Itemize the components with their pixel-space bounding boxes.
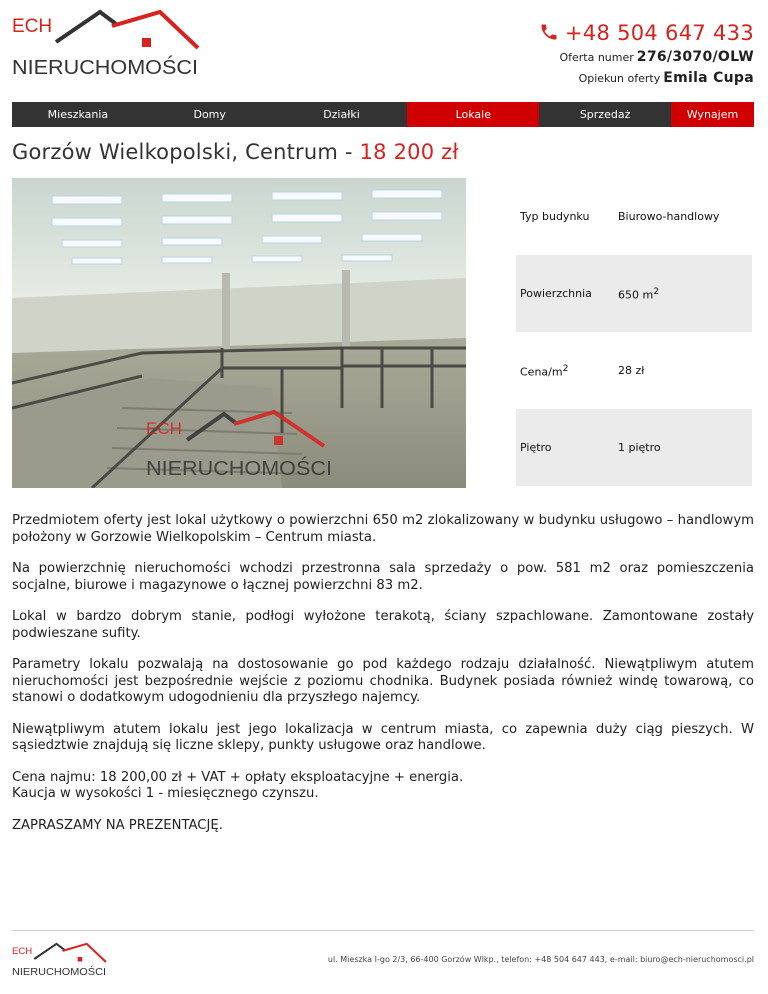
listing-location: Gorzów Wielkopolski, Centrum - — [12, 140, 353, 164]
watermark-prefix: ECH — [146, 419, 182, 438]
spec-value-sup: 2 — [653, 285, 660, 297]
description-rent-price: Cena najmu: 18 200,00 zł + VAT + opłaty eksploatacyjne + energia. — [12, 769, 464, 785]
spec-key — [516, 363, 618, 379]
listing-price: 18 200 zł — [359, 140, 459, 164]
nav-item-wynajem[interactable]: Wynajem — [671, 102, 754, 127]
offer-number: 276/3070/OLW — [636, 49, 754, 65]
main-nav — [12, 102, 754, 127]
spec-value — [618, 286, 752, 302]
spec-key-sup: 2 — [562, 362, 569, 374]
listing-photo[interactable] — [12, 178, 466, 488]
nav-item-dzialki[interactable]: Działki — [323, 108, 360, 121]
footer-contact-text: ul. Mieszka I-go 2/3, 66-400 Gorzów Wlkp., telefon: +48 504 647 443, e-mail: biuro@ech-nieruchomosci.pl — [327, 955, 754, 964]
nav-item-sprzedaz[interactable]: Sprzedaż — [579, 108, 631, 121]
description-invitation: ZAPRASZAMY NA PREZENTACJĘ. — [12, 817, 223, 833]
description-paragraph: Niewątpliwym atutem lokalu jest jego lokalizacja w centrum miasta, co zapewnia duży ciąg pieszych. W sąsiedztwie znajdują się liczne sklepy, punkty usługowe oraz handlowe. — [12, 721, 754, 753]
footer-logo-name: NIERUCHOMOŚCI — [12, 967, 99, 979]
listing-title — [12, 140, 459, 164]
footer-logo-prefix: ECH — [12, 945, 33, 957]
nav-item-lokale[interactable]: Lokale — [407, 102, 539, 127]
phone-icon — [539, 22, 559, 42]
logo-prefix: ECH — [12, 16, 53, 37]
spec-value: 28 zł — [618, 364, 645, 377]
contact-block — [539, 20, 754, 88]
footer-logo[interactable] — [12, 941, 108, 979]
agent-label: Opiekun oferty — [578, 72, 661, 85]
spec-row-building-type — [516, 178, 752, 255]
description-paragraph: Lokal w bardzo dobrym stanie, podłogi wyłożone terakotą, ściany szpachlowane. Zamontowane zostały podwieszane sufity. — [12, 609, 754, 641]
offer-label: Oferta numer — [559, 51, 634, 64]
listing-description — [12, 513, 754, 849]
description-paragraph: Przedmiotem oferty jest lokal użytkowy o powierzchni 650 m2 zlokalizowany w budynku usługowo – handlowym położony w Gorzowie Wielkopolskim – Centrum miasta. — [12, 513, 754, 545]
phone-number[interactable] — [539, 20, 754, 46]
offer-number-line — [539, 48, 754, 67]
specs-table — [516, 178, 752, 486]
spec-row-area — [516, 255, 752, 332]
nav-item-domy[interactable]: Domy — [193, 108, 226, 121]
logo-name: NIERUCHOMOŚCI — [12, 57, 185, 79]
description-deposit: Kaucja w wysokości 1 - miesięcznego czynszu. — [12, 786, 319, 801]
phone-text: +48 504 647 433 — [564, 21, 754, 45]
description-paragraph: Na powierzchnię nieruchomości wchodzi przestronna sala sprzedaży o pow. 581 m2 oraz pomieszczenia socjalne, biurowe i magazynowe o łącznej powierzchni 83 m2. — [12, 561, 754, 593]
spec-key: Piętro — [520, 441, 552, 454]
description-paragraph: Parametry lokalu pozwalają na dostosowanie go pod każdego rodzaju działalność. Niewątpliwym atutem nieruchomości jest bezpośrednie wejście z poziomu chodnika. Budynek posiada również windę towarową, co stanowi o dodatkowym udogodnieniu dla przyszłego najemcy. — [12, 657, 754, 705]
spec-key: Powierzchnia — [520, 287, 592, 300]
agent-line — [539, 69, 754, 88]
spec-value: Biurowo-handlowy — [618, 210, 720, 223]
spec-row-floor — [516, 409, 752, 486]
watermark-name: NIERUCHOMOŚCI — [146, 458, 319, 480]
spec-key: Typ budynku — [520, 210, 590, 223]
spec-row-price-per-m2 — [516, 332, 752, 409]
spec-value: 1 piętro — [618, 441, 661, 454]
brand-logo[interactable] — [12, 8, 202, 80]
footer-divider — [12, 930, 754, 931]
nav-item-mieszkania[interactable]: Mieszkania — [47, 108, 109, 121]
agent-name: Emila Cupa — [663, 70, 754, 86]
spec-value-text: 650 m — [618, 288, 654, 302]
spec-key-text: Cena/m — [520, 365, 563, 379]
